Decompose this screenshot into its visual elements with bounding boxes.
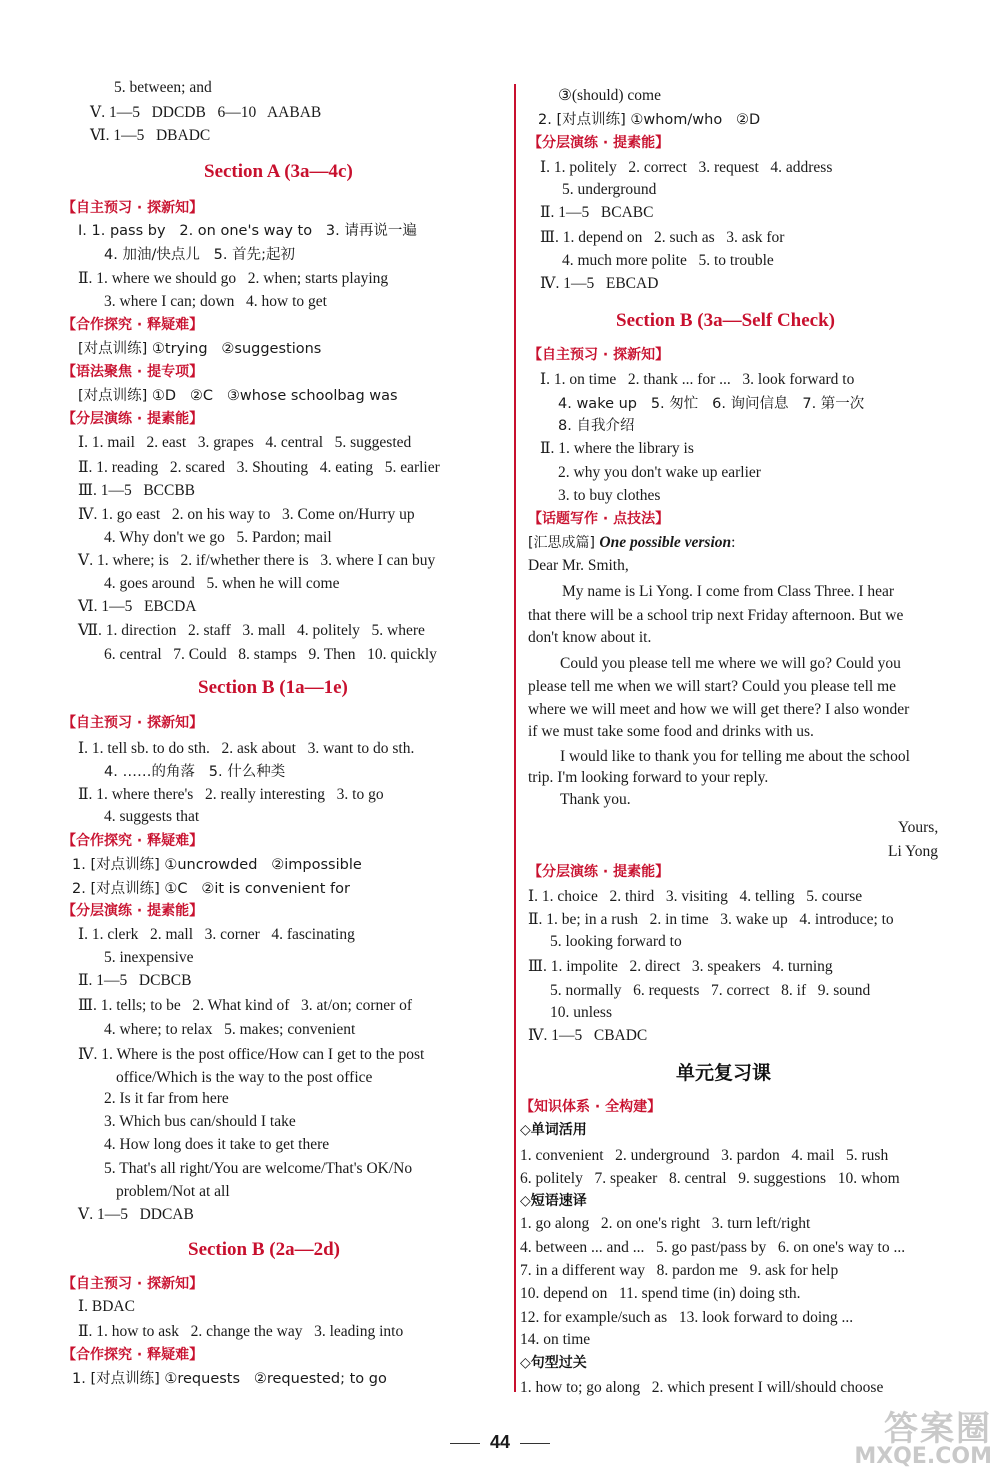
page-number-text: 44 — [489, 1432, 511, 1452]
answer-line: Ⅳ. 1—5 EBCAD — [540, 275, 659, 292]
answer-line: 4. How long does it take to get there — [104, 1136, 330, 1153]
section-tag-header: 【合作探究 · 释疑难】 — [62, 317, 204, 333]
answer-line: My name is Li Yong. I come from Class Three. I hear — [562, 583, 895, 600]
answer-line: problem/Not at all — [116, 1183, 230, 1200]
answer-line: 2. Is it far from here — [104, 1090, 229, 1107]
answer-line: Ⅱ. 1—5 DCBCB — [78, 972, 192, 989]
answer-line: Dear Mr. Smith, — [528, 557, 629, 574]
answer-line: 4. goes around 5. when he will come — [104, 575, 340, 592]
answer-line: 5. underground — [562, 181, 657, 198]
answer-line: [对点训练] ①trying ②suggestions — [78, 341, 322, 357]
answer-line: Ⅵ. 1—5 DBADC — [90, 127, 211, 144]
answer-line: 5. That's all right/You are welcome/That's OK/No — [104, 1160, 413, 1177]
answer-line: 4. Why don't we go 5. Pardon; mail — [104, 529, 332, 546]
answer-line: don't know about it. — [528, 629, 652, 646]
answer-line: Li Yong — [888, 843, 938, 860]
answer-line: [对点训练] ①D ②C ③whose schoolbag was — [78, 388, 398, 404]
answer-line: 5. inexpensive — [104, 949, 194, 966]
section-tag-header: 【自主预习 · 探新知】 — [62, 1276, 204, 1292]
answer-line: 1. [对点训练] ①uncrowded ②impossible — [72, 857, 362, 873]
answer-line: 2. [对点训练] ①C ②it is convenient for — [72, 881, 350, 897]
answer-line: Ⅰ. 1. mail 2. east 3. grapes 4. central 5. suggested — [78, 434, 412, 451]
section-title: Section B (3a—Self Check) — [616, 310, 836, 331]
page-number-dash-left — [450, 1443, 480, 1444]
subsection-title: ◇句型过关 — [520, 1355, 587, 1371]
answer-line: Ⅲ. 1. tells; to be 2. What kind of 3. at/on; corner of — [78, 997, 413, 1014]
answer-line: 3. to buy clothes — [558, 487, 661, 504]
answer-line: trip. I'm looking forward to your reply. — [528, 769, 769, 786]
answer-line: 5. between; and — [114, 79, 212, 96]
answer-line: Ⅱ. 1. where the library is — [540, 440, 694, 457]
answer-line: Ⅴ. 1. where; is 2. if/whether there is 3. where I can buy — [78, 552, 436, 569]
answer-line: 4. suggests that — [104, 808, 200, 825]
answer-line: Ⅰ. 1. politely 2. correct 3. request 4. address — [540, 159, 833, 176]
writing-tag: [汇思成篇] — [528, 535, 600, 551]
answer-line: 1. [对点训练] ①requests ②requested; to go — [72, 1371, 387, 1387]
answer-line: 2. why you don't wake up earlier — [558, 464, 761, 481]
answer-line: 14. on time — [520, 1331, 591, 1348]
answer-line: 4. wake up 5. 匆忙 6. 询问信息 7. 第一次 — [558, 396, 865, 412]
answer-line: 12. for example/such as 13. look forward to doing ... — [520, 1309, 854, 1326]
one-possible-version-label: One possible version — [599, 534, 732, 551]
answer-line: 1. convenient 2. underground 3. pardon 4. mail 5. rush — [520, 1147, 889, 1164]
section-tag-header: 【自主预习 · 探新知】 — [528, 347, 670, 363]
page-number — [420, 1432, 580, 1453]
answer-line: Ⅶ. 1. direction 2. staff 3. mall 4. politely 5. where — [78, 622, 425, 639]
answer-line: 3. where I can; down 4. how to get — [104, 293, 327, 310]
answer-line: Ⅳ. 1. Where is the post office/How can I get to the post — [78, 1046, 425, 1063]
section-tag-header: 【分层演练 · 提素能】 — [528, 864, 670, 880]
answer-line: ③(should) come — [558, 87, 661, 104]
watermark-url: MXQE.COM — [854, 1444, 992, 1469]
answer-line: Ⅳ. 1—5 CBADC — [528, 1027, 648, 1044]
section-tag-header: 【语法聚焦 · 提专项】 — [62, 364, 204, 380]
watermark-logo — [854, 1401, 992, 1469]
answer-line: Ⅲ. 1. impolite 2. direct 3. speakers 4. turning — [528, 958, 833, 975]
answer-line: 5. normally 6. requests 7. correct 8. if 9. sound — [550, 982, 871, 999]
section-tag-header: 【自主预习 · 探新知】 — [62, 715, 204, 731]
answer-line: please tell me when we will start? Could you please tell me — [528, 678, 897, 695]
section-title: Section B (1a—1e) — [198, 677, 348, 698]
answer-line: Ⅱ. 1. reading 2. scared 3. Shouting 4. eating 5. earlier — [78, 459, 440, 476]
section-tag-header: 【话题写作 · 点技法】 — [528, 511, 670, 527]
answer-line: Ⅴ. 1—5 DDCAB — [78, 1206, 194, 1223]
answer-line: office/Which is the way to the post office — [116, 1069, 373, 1086]
answer-line: 5. looking forward to — [550, 933, 682, 950]
answer-line: Ⅱ. 1. be; in a rush 2. in time 3. wake up 4. introduce; to — [528, 911, 894, 928]
section-tag-header: 【自主预习 · 探新知】 — [62, 200, 204, 216]
answer-line: Ⅰ. 1. clerk 2. mall 3. corner 4. fascinating — [78, 926, 355, 943]
answer-line: Thank you. — [560, 791, 631, 808]
answer-line: 1. go along 2. on one's right 3. turn left/right — [520, 1215, 811, 1232]
answer-line: 8. 自我介绍 — [558, 418, 635, 434]
answer-line: Ⅰ. 1. on time 2. thank ... for ... 3. look forward to — [540, 371, 855, 388]
answer-line: 4. 加油/快点儿 5. 首先;起初 — [104, 247, 295, 263]
section-tag-header: 【知识体系 · 全构建】 — [520, 1099, 662, 1115]
answer-line: Yours, — [898, 819, 939, 836]
answer-line: Ⅱ. 1—5 BCABC — [540, 204, 654, 221]
section-tag-header: 【分层演练 · 提素能】 — [62, 903, 204, 919]
column-divider — [514, 84, 516, 1392]
answer-line: Ⅰ. BDAC — [78, 1298, 135, 1315]
section-title: Section B (2a—2d) — [188, 1239, 340, 1260]
answer-line: I would like to thank you for telling me about the school — [560, 748, 910, 765]
section-tag-header: 【合作探究 · 释疑难】 — [62, 833, 204, 849]
section-tag-header: 【分层演练 · 提素能】 — [62, 411, 204, 427]
answer-line: 4. much more polite 5. to trouble — [562, 252, 774, 269]
answer-line: 1. how to; go along 2. which present I will/should choose — [520, 1379, 884, 1396]
answer-line: 7. in a different way 8. pardon me 9. ask for help — [520, 1262, 839, 1279]
answer-line: 4. ……的角落 5. 什么种类 — [104, 764, 286, 780]
answer-line: 10. unless — [550, 1004, 612, 1021]
subsection-title: ◇单词活用 — [520, 1122, 587, 1138]
answer-line: Ⅱ. 1. how to ask 2. change the way 3. leading into — [78, 1323, 404, 1340]
answer-line: 2. [对点训练] ①whom/who ②D — [538, 112, 761, 128]
answer-line: Ⅱ. 1. where there's 2. really interesting 3. to go — [78, 786, 384, 803]
answer-line: if we must take some food and drinks with us. — [528, 723, 814, 740]
answer-line: Ⅰ. 1. choice 2. third 3. visiting 4. telling 5. course — [528, 888, 863, 905]
subsection-title: ◇短语速译 — [520, 1193, 587, 1209]
writing-intro-line — [528, 533, 735, 553]
answer-line: Ⅲ. 1—5 BCCBB — [78, 482, 196, 499]
answer-line: Ⅳ. 1. go east 2. on his way to 3. Come on/Hurry up — [78, 506, 415, 523]
unit-title: 单元复习课 — [676, 1062, 772, 1084]
answer-line: 6. central 7. Could 8. stamps 9. Then 10. quickly — [104, 646, 437, 663]
answer-line: Ⅵ. 1—5 EBCDA — [78, 598, 197, 615]
section-title: Section A (3a—4c) — [204, 161, 353, 182]
page-number-dash-right — [520, 1443, 550, 1444]
colon: : — [731, 534, 736, 551]
answer-line: Ⅰ. 1. tell sb. to do sth. 2. ask about 3. want to do sth. — [78, 740, 415, 757]
answer-line: 4. between ... and ... 5. go past/pass by 6. on one's way to ... — [520, 1239, 906, 1256]
answer-line: Ⅰ. 1. pass by 2. on one's way to 3. 请再说一遍 — [78, 223, 417, 239]
answer-line: Ⅴ. 1—5 DDCDB 6—10 AABAB — [90, 104, 322, 121]
answer-line: Ⅱ. 1. where we should go 2. when; starts playing — [78, 270, 389, 287]
answer-line: 3. Which bus can/should I take — [104, 1113, 296, 1130]
watermark-text: 答案圈 — [884, 1409, 992, 1449]
section-tag-header: 【合作探究 · 释疑难】 — [62, 1347, 204, 1363]
answer-line: Could you please tell me where we will go? Could you — [560, 655, 901, 672]
section-tag-header: 【分层演练 · 提素能】 — [528, 135, 670, 151]
answer-line: 6. politely 7. speaker 8. central 9. suggestions 10. whom — [520, 1170, 900, 1187]
answer-line: 10. depend on 11. spend time (in) doing sth. — [520, 1285, 801, 1302]
answer-line: 4. where; to relax 5. makes; convenient — [104, 1021, 356, 1038]
answer-line: that there will be a school trip next Friday afternoon. But we — [528, 607, 904, 624]
answer-line: Ⅲ. 1. depend on 2. such as 3. ask for — [540, 229, 785, 246]
answer-line: where we will meet and how we will get there? I also wonder — [528, 701, 910, 718]
